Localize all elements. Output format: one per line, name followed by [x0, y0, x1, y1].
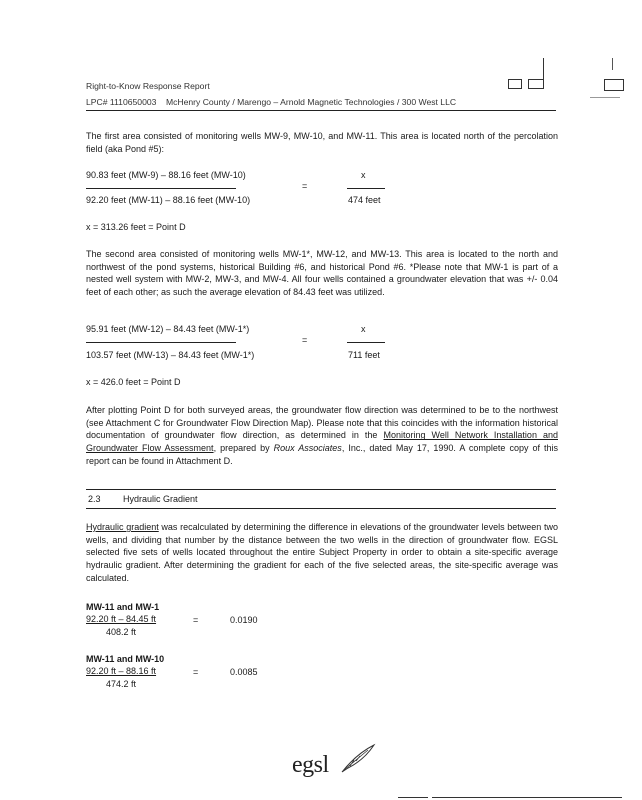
flow-text-c: , Inc., dated May 17, 1990. A complete copy of this report can be found in Attachment D. [86, 443, 558, 466]
eq2-x: x [361, 324, 366, 334]
gradient-1-value: 0.0190 [230, 615, 258, 625]
gradient-1-equals: = [193, 615, 199, 625]
egsl-logo [292, 742, 382, 782]
scan-mark [432, 797, 622, 798]
eq1-numerator: 90.83 feet (MW-9) – 88.16 feet (MW-10) [86, 170, 246, 180]
hydraulic-gradient-term: Hydraulic gradient [86, 522, 159, 532]
section-rule-top [86, 489, 556, 490]
gradient-2-equals: = [193, 667, 199, 677]
flow-text-a: After plotting Point D for both surveyed areas, the groundwater flow direction was determined to be to the northwest (see Attachment C for Groundwater Flow Direction Map). Please note that this coincides with the information historical documentation of groundwater flow direction, as determined in the [86, 405, 558, 441]
section-number: 2.3 [88, 494, 101, 504]
eq1-x: x [361, 170, 366, 180]
eq2-distance: 711 feet [348, 350, 380, 360]
intro-paragraph-1: The first area consisted of monitoring wells MW-9, MW-10, and MW-11. This area is located north of the percolation field (aka Pond #5): [86, 131, 558, 154]
scan-mark [590, 97, 620, 98]
section-rule-bottom [86, 508, 556, 509]
eq2-result: x = 426.0 feet = Point D [86, 377, 181, 387]
section-title: Hydraulic Gradient [123, 494, 198, 504]
gradient-2-numerator: 92.20 ft – 88.16 ft [86, 666, 157, 676]
scan-mark [612, 58, 613, 70]
report-citation-link[interactable]: Monitoring Well Network Installation and Groundwater Flow Assessment [86, 430, 558, 454]
scan-mark [528, 79, 544, 89]
egsl-logo-text: egsl [292, 752, 329, 778]
eq1-denominator: 92.20 feet (MW-11) – 88.16 feet (MW-10) [86, 195, 251, 205]
roux-associates-name: Roux Associates [273, 443, 342, 454]
eq2-denominator: 103.57 feet (MW-13) – 84.43 feet (MW-1*) [86, 350, 255, 360]
hydraulic-gradient-text: was recalculated by determining the difference in elevations of the groundwater levels between two wells, and dividing that number by the distance between the two wells in the direction of groundwater flow. EGSL selected five sets of wells located throughout the entire Subject Property in order to obtain a site-specific average hydraulic gradient. After determining the gradient for each of the five selected areas, the site-specific average was calculated. [86, 522, 558, 583]
eq1-distance: 474 feet [348, 195, 381, 205]
scan-mark [398, 797, 428, 798]
gradient-2-denominator: 474.2 ft [106, 679, 137, 689]
eq1-fraction-line [86, 188, 236, 189]
gradient-2-title: MW-11 and MW-10 [86, 654, 165, 664]
scan-mark [543, 58, 544, 88]
header-rule [86, 110, 556, 111]
gradient-1-numerator: 92.20 ft – 84.45 ft [86, 614, 157, 624]
eq1-fraction-line-right [347, 188, 385, 189]
eq1-equals: = [302, 181, 308, 191]
flow-direction-paragraph [86, 404, 558, 468]
eq2-numerator: 95.91 feet (MW-12) – 84.43 feet (MW-1*) [86, 324, 250, 334]
eq1-result: x = 313.26 feet = Point D [86, 222, 186, 232]
gradient-1-denominator: 408.2 ft [106, 627, 137, 637]
eq2-fraction-line [86, 342, 236, 343]
flow-text-b: , prepared by [213, 443, 274, 454]
report-title: Right-to-Know Response Report [86, 81, 210, 91]
eq2-equals: = [302, 335, 308, 345]
gradient-2-value: 0.0085 [230, 667, 258, 677]
eq2-fraction-line-right [347, 342, 385, 343]
gradient-1-title: MW-11 and MW-1 [86, 602, 160, 612]
scan-mark [604, 79, 624, 91]
hydraulic-gradient-paragraph [86, 521, 558, 585]
scan-mark [508, 79, 522, 89]
report-subtitle: LPC# 1110650003 McHenry County / Marengo – Arnold Magnetic Technologies / 300 West LLC [86, 97, 457, 107]
quill-icon [338, 742, 378, 776]
intro-paragraph-2: The second area consisted of monitoring wells MW-1*, MW-12, and MW-13. This area is located to the north and northwest of the pond systems, historical Building #6, and historical Pond #6. *Please note that MW-1 is part of a nested well system with MW-2, MW-3, and MW-4. All four wells contained a groundwater elevation that was +/- 0.04 feet of each other; as such the average elevation of 84.43 feet was utilized. [86, 249, 558, 298]
